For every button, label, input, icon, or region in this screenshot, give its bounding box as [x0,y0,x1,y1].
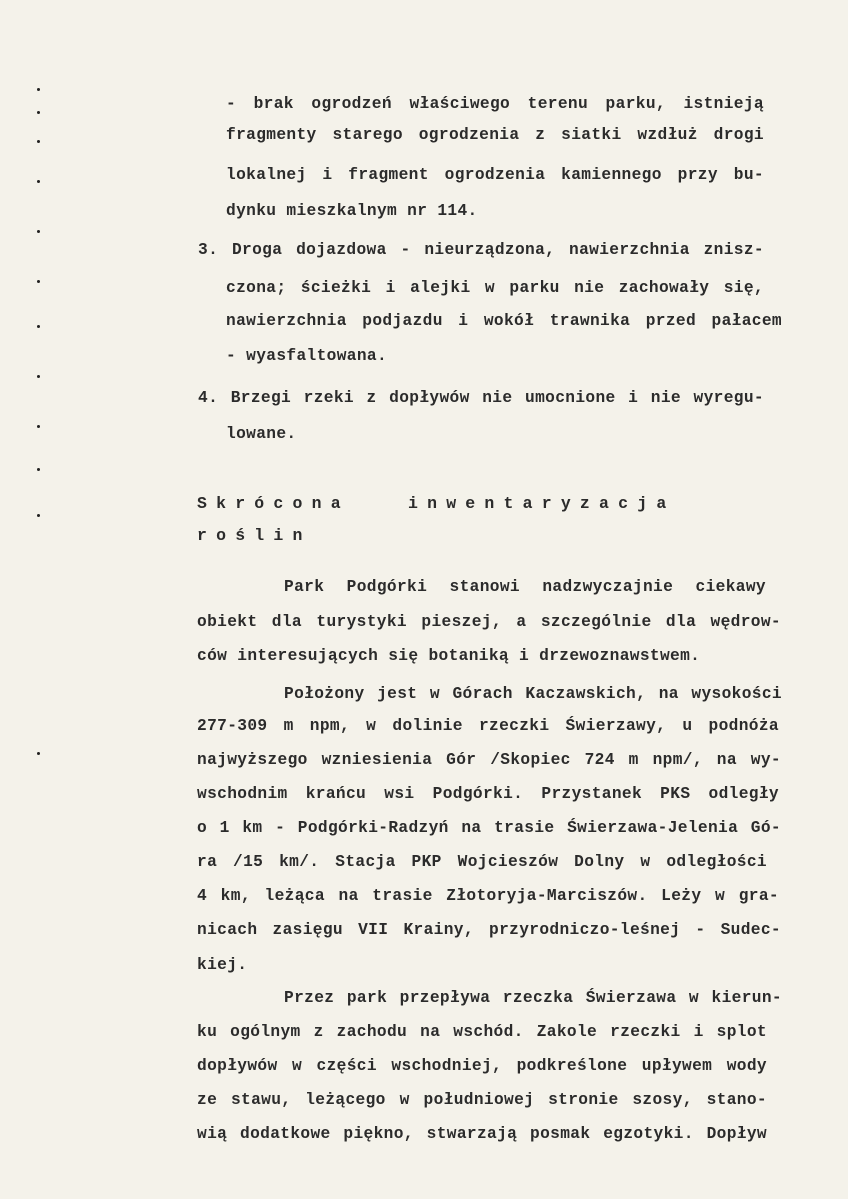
heading-word: Skrócona [197,494,350,513]
text-line: dopływów w części wschodniej, podkreślone upływem wody [197,1057,767,1075]
margin-dot [37,752,40,755]
text-line: wią dodatkowe piękno, stwarzają posmak egzotyki. Dopływ [197,1125,767,1143]
text-line: 3. Droga dojazdowa - nieurządzona, nawierzchnia znisz- [198,241,764,259]
text-line: dynku mieszkalnym nr 114. [226,202,478,220]
text-line: Przez park przepływa rzeczka Świerzawa w kierun- [284,989,782,1007]
margin-dot [37,375,40,378]
text-line: nicach zasięgu VII Krainy, przyrodniczo-leśnej - Sudec- [197,921,781,939]
text-line: czona; ścieżki i alejki w parku nie zachowały się, [226,279,764,297]
margin-dot [37,180,40,183]
text-line: ku ogólnym z zachodu na wschód. Zakole rzeczki i splot [197,1023,767,1041]
text-line: wschodnim krańcu wsi Podgórki. Przystanek PKS odległy [197,785,779,803]
text-line: 4 km, leżąca na trasie Złotoryja-Marciszów. Leży w gra- [197,887,779,905]
text-line: lokalnej i fragment ogrodzenia kamiennego przy bu- [226,166,764,184]
text-line: kiej. [197,956,248,974]
text-line: obiekt dla turystyki pieszej, a szczególnie dla wędrow- [197,613,781,631]
text-line: ra /15 km/. Stacja PKP Wojcieszów Dolny w odległości [197,853,767,871]
margin-dot [37,514,40,517]
margin-dot [37,111,40,114]
text-line: Położony jest w Górach Kaczawskich, na wysokości [284,685,782,703]
text-line: Park Podgórki stanowi nadzwyczajnie ciekawy [284,578,766,596]
margin-dot [37,280,40,283]
text-line: o 1 km - Podgórki-Radzyń na trasie Świerzawa-Jelenia Gó- [197,819,781,837]
text-line: 4. Brzegi rzeki z dopływów nie umocnione i nie wyregu- [198,389,764,407]
margin-dot [37,425,40,428]
text-line: lowane. [226,425,297,443]
text-line: najwyższego wzniesienia Gór /Skopiec 724 m npm/, na wy- [197,751,781,769]
margin-dot [37,88,40,91]
text-line: - brak ogrodzeń właściwego terenu parku, istnieją [226,95,764,113]
margin-dot [37,325,40,328]
heading-word: inwentaryzacja [408,494,676,513]
text-line: fragmenty starego ogrodzenia z siatki wzdłuż drogi [226,126,764,144]
margin-dot [37,230,40,233]
heading-word: roślin [197,526,312,545]
margin-dot [37,140,40,143]
text-line: ców interesujących się botaniką i drzewoznawstwem. [197,647,701,665]
text-line: ze stawu, leżącego w południowej stronie szosy, stano- [197,1091,767,1109]
text-line: 277-309 m npm, w dolinie rzeczki Świerzawy, u podnóża [197,717,779,735]
text-line: nawierzchnia podjazdu i wokół trawnika przed pałacem [226,312,782,330]
text-line: - wyasfaltowana. [226,347,388,365]
margin-dot [37,468,40,471]
